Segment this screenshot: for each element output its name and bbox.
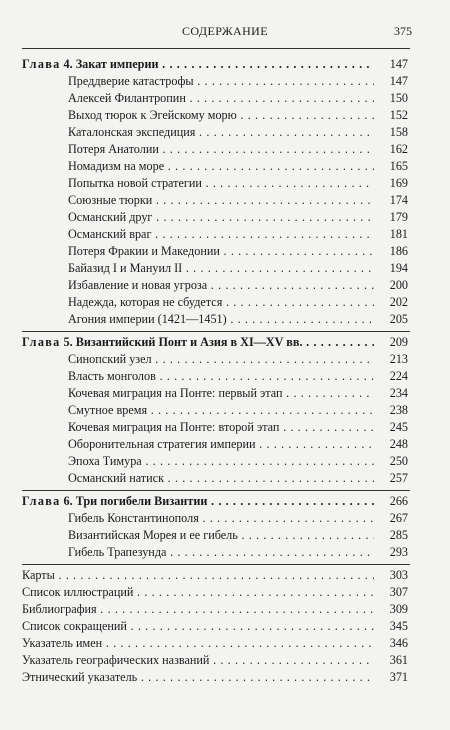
entry-page-number: 224 bbox=[389, 369, 408, 383]
entry-title bbox=[68, 90, 374, 107]
table-of-contents bbox=[0, 56, 450, 686]
toc-sub-entry bbox=[68, 419, 410, 436]
entry-page-number: 147 bbox=[389, 74, 408, 88]
entry-page-number: 200 bbox=[389, 278, 408, 292]
entry-page-number: 266 bbox=[389, 494, 408, 508]
toc-sub-entry bbox=[68, 73, 410, 90]
toc-sub-entry bbox=[68, 107, 410, 124]
page-header bbox=[0, 24, 450, 44]
toc-chapter-entry bbox=[22, 334, 410, 351]
entry-title bbox=[68, 209, 374, 226]
toc-sub-entry bbox=[68, 311, 410, 328]
toc-sub-entry bbox=[68, 277, 410, 294]
entry-title-text: Список иллюстраций bbox=[22, 585, 134, 599]
entry-page-number: 245 bbox=[389, 420, 408, 434]
entry-title-text: Выход тюрок к Эгейскому морю bbox=[68, 108, 237, 122]
entry-title-text: Указатель имен bbox=[22, 636, 103, 650]
toc-sub-entry bbox=[68, 141, 410, 158]
entry-title-text: Преддверие катастрофы bbox=[68, 74, 194, 88]
entry-title-text: Надежда, которая не сбудется bbox=[68, 295, 223, 309]
entry-title-text: Эпоха Тимура bbox=[68, 454, 142, 468]
entry-page-number: 205 bbox=[389, 312, 408, 326]
entry-page-number: 174 bbox=[389, 193, 408, 207]
toc-sub-entry bbox=[68, 368, 410, 385]
entry-title-text: Карты bbox=[22, 568, 55, 582]
toc-entry bbox=[22, 584, 410, 601]
entry-title bbox=[22, 635, 374, 652]
entry-page-number: 147 bbox=[389, 57, 408, 71]
toc-sub-entry bbox=[68, 209, 410, 226]
entry-title bbox=[22, 334, 374, 351]
entry-page-number: 307 bbox=[389, 585, 408, 599]
entry-page-number: 250 bbox=[389, 454, 408, 468]
entry-title-text: Указатель географических названий bbox=[22, 653, 210, 667]
entry-title bbox=[68, 73, 374, 90]
entry-title bbox=[68, 294, 374, 311]
entry-title bbox=[68, 402, 374, 419]
toc-chapter-entry bbox=[22, 493, 410, 510]
entry-title bbox=[68, 311, 374, 328]
entry-page-number: 150 bbox=[389, 91, 408, 105]
entry-page-number: 152 bbox=[389, 108, 408, 122]
toc-entry bbox=[22, 669, 410, 686]
entry-title bbox=[68, 175, 374, 192]
chapter-label: Глава bbox=[22, 335, 61, 349]
running-title: СОДЕРЖАНИЕ bbox=[182, 24, 268, 38]
entry-page-number: 209 bbox=[389, 335, 408, 349]
entry-title-text: Оборонительная стратегия империи bbox=[68, 437, 256, 451]
entry-page-number: 234 bbox=[389, 386, 408, 400]
entry-title-text: Библиография bbox=[22, 602, 97, 616]
entry-title-text: Кочевая миграция на Понте: второй этап bbox=[68, 420, 280, 434]
entry-title bbox=[68, 243, 374, 260]
entry-title-text: Список сокращений bbox=[22, 619, 127, 633]
toc-sub-entry bbox=[68, 175, 410, 192]
entry-title-text: Закат империи bbox=[75, 57, 159, 71]
toc-sub-entry bbox=[68, 385, 410, 402]
entry-page-number: 165 bbox=[389, 159, 408, 173]
toc-entry bbox=[22, 601, 410, 618]
toc-sub-entry bbox=[68, 124, 410, 141]
entry-title-text: Байазид I и Мануил II bbox=[68, 261, 183, 275]
entry-page-number: 248 bbox=[389, 437, 408, 451]
entry-title-text: Союзные тюрки bbox=[68, 193, 153, 207]
entry-title-text: Власть монголов bbox=[68, 369, 156, 383]
entry-title bbox=[22, 56, 374, 73]
toc-sub-entry bbox=[68, 158, 410, 175]
toc-sub-entry bbox=[68, 351, 410, 368]
entry-title-text: Византийская Морея и ее гибель bbox=[68, 528, 238, 542]
toc-sub-entry bbox=[68, 436, 410, 453]
entry-title-text: Три погибели Византии bbox=[75, 494, 208, 508]
toc-chapter-entry bbox=[22, 56, 410, 73]
entry-page-number: 162 bbox=[389, 142, 408, 156]
toc-sub-entry bbox=[68, 90, 410, 107]
entry-title bbox=[68, 527, 374, 544]
entry-page-number: 179 bbox=[389, 210, 408, 224]
entry-title bbox=[22, 493, 374, 510]
entry-title bbox=[68, 277, 374, 294]
section-rule bbox=[22, 331, 410, 332]
entry-page-number: 169 bbox=[389, 176, 408, 190]
entry-title bbox=[68, 368, 374, 385]
toc-sub-entry bbox=[68, 544, 410, 561]
entry-title bbox=[68, 351, 374, 368]
chapter-number: 4. bbox=[63, 57, 73, 71]
entry-page-number: 361 bbox=[389, 653, 408, 667]
entry-page-number: 285 bbox=[389, 528, 408, 542]
entry-title bbox=[68, 453, 374, 470]
entry-title-text: Номадизм на море bbox=[68, 159, 165, 173]
entry-title bbox=[68, 141, 374, 158]
entry-title bbox=[68, 436, 374, 453]
entry-title bbox=[68, 158, 374, 175]
entry-page-number: 158 bbox=[389, 125, 408, 139]
entry-title-text: Каталонская экспедиция bbox=[68, 125, 196, 139]
toc-sub-entry bbox=[68, 510, 410, 527]
entry-title bbox=[22, 567, 374, 584]
entry-title-text: Смутное время bbox=[68, 403, 148, 417]
header-rule bbox=[22, 48, 410, 49]
entry-title-text: Византийский Понт и Азия в XI—XV вв. bbox=[75, 335, 303, 349]
entry-page-number: 309 bbox=[389, 602, 408, 616]
entry-title-text: Потеря Фракии и Македонии bbox=[68, 244, 220, 258]
entry-title bbox=[22, 652, 374, 669]
entry-title bbox=[22, 669, 374, 686]
section-rule bbox=[22, 490, 410, 491]
toc-sub-entry bbox=[68, 294, 410, 311]
entry-page-number: 213 bbox=[389, 352, 408, 366]
chapter-label: Глава bbox=[22, 57, 61, 71]
section-rule bbox=[22, 564, 410, 565]
page-number: 375 bbox=[394, 24, 412, 38]
entry-page-number: 181 bbox=[389, 227, 408, 241]
entry-page-number: 186 bbox=[389, 244, 408, 258]
chapter-label: Глава bbox=[22, 494, 61, 508]
entry-title bbox=[68, 226, 374, 243]
entry-page-number: 267 bbox=[389, 511, 408, 525]
chapter-number: 5. bbox=[63, 335, 73, 349]
toc-sub-entry bbox=[68, 192, 410, 209]
entry-page-number: 345 bbox=[389, 619, 408, 633]
entry-page-number: 371 bbox=[389, 670, 408, 684]
chapter-number: 6. bbox=[63, 494, 73, 508]
toc-sub-entry bbox=[68, 226, 410, 243]
entry-title-text: Османский враг bbox=[68, 227, 152, 241]
entry-title-text: Османский друг bbox=[68, 210, 153, 224]
entry-title bbox=[68, 419, 374, 436]
entry-title-text: Потеря Анатолии bbox=[68, 142, 159, 156]
toc-sub-entry bbox=[68, 402, 410, 419]
entry-title bbox=[22, 618, 374, 635]
toc-sub-entry bbox=[68, 453, 410, 470]
entry-title bbox=[68, 124, 374, 141]
entry-page-number: 293 bbox=[389, 545, 408, 559]
toc-entry bbox=[22, 618, 410, 635]
toc-entry bbox=[22, 635, 410, 652]
toc-sub-entry bbox=[68, 470, 410, 487]
entry-page-number: 257 bbox=[389, 471, 408, 485]
entry-title-text: Алексей Филантропин bbox=[68, 91, 186, 105]
entry-title bbox=[68, 544, 374, 561]
entry-title bbox=[22, 601, 374, 618]
entry-title-text: Кочевая миграция на Понте: первый этап bbox=[68, 386, 283, 400]
toc-entry bbox=[22, 652, 410, 669]
entry-title bbox=[68, 192, 374, 209]
entry-title bbox=[68, 510, 374, 527]
toc-sub-entry bbox=[68, 527, 410, 544]
toc-sub-entry bbox=[68, 260, 410, 277]
entry-title-text: Османский натиск bbox=[68, 471, 164, 485]
entry-title-text: Гибель Константинополя bbox=[68, 511, 199, 525]
entry-title bbox=[68, 260, 374, 277]
entry-page-number: 202 bbox=[389, 295, 408, 309]
entry-title bbox=[22, 584, 374, 601]
entry-title-text: Агония империи (1421—1451) bbox=[68, 312, 227, 326]
entry-title-text: Синопский узел bbox=[68, 352, 152, 366]
entry-page-number: 238 bbox=[389, 403, 408, 417]
entry-title-text: Избавление и новая угроза bbox=[68, 278, 208, 292]
entry-page-number: 346 bbox=[389, 636, 408, 650]
entry-title-text: Попытка новой стратегии bbox=[68, 176, 202, 190]
entry-title-text: Гибель Трапезунда bbox=[68, 545, 167, 559]
entry-title bbox=[68, 107, 374, 124]
entry-title bbox=[68, 470, 374, 487]
entry-page-number: 194 bbox=[389, 261, 408, 275]
toc-sub-entry bbox=[68, 243, 410, 260]
entry-page-number: 303 bbox=[389, 568, 408, 582]
entry-title bbox=[68, 385, 374, 402]
entry-title-text: Этнический указатель bbox=[22, 670, 138, 684]
toc-entry bbox=[22, 567, 410, 584]
